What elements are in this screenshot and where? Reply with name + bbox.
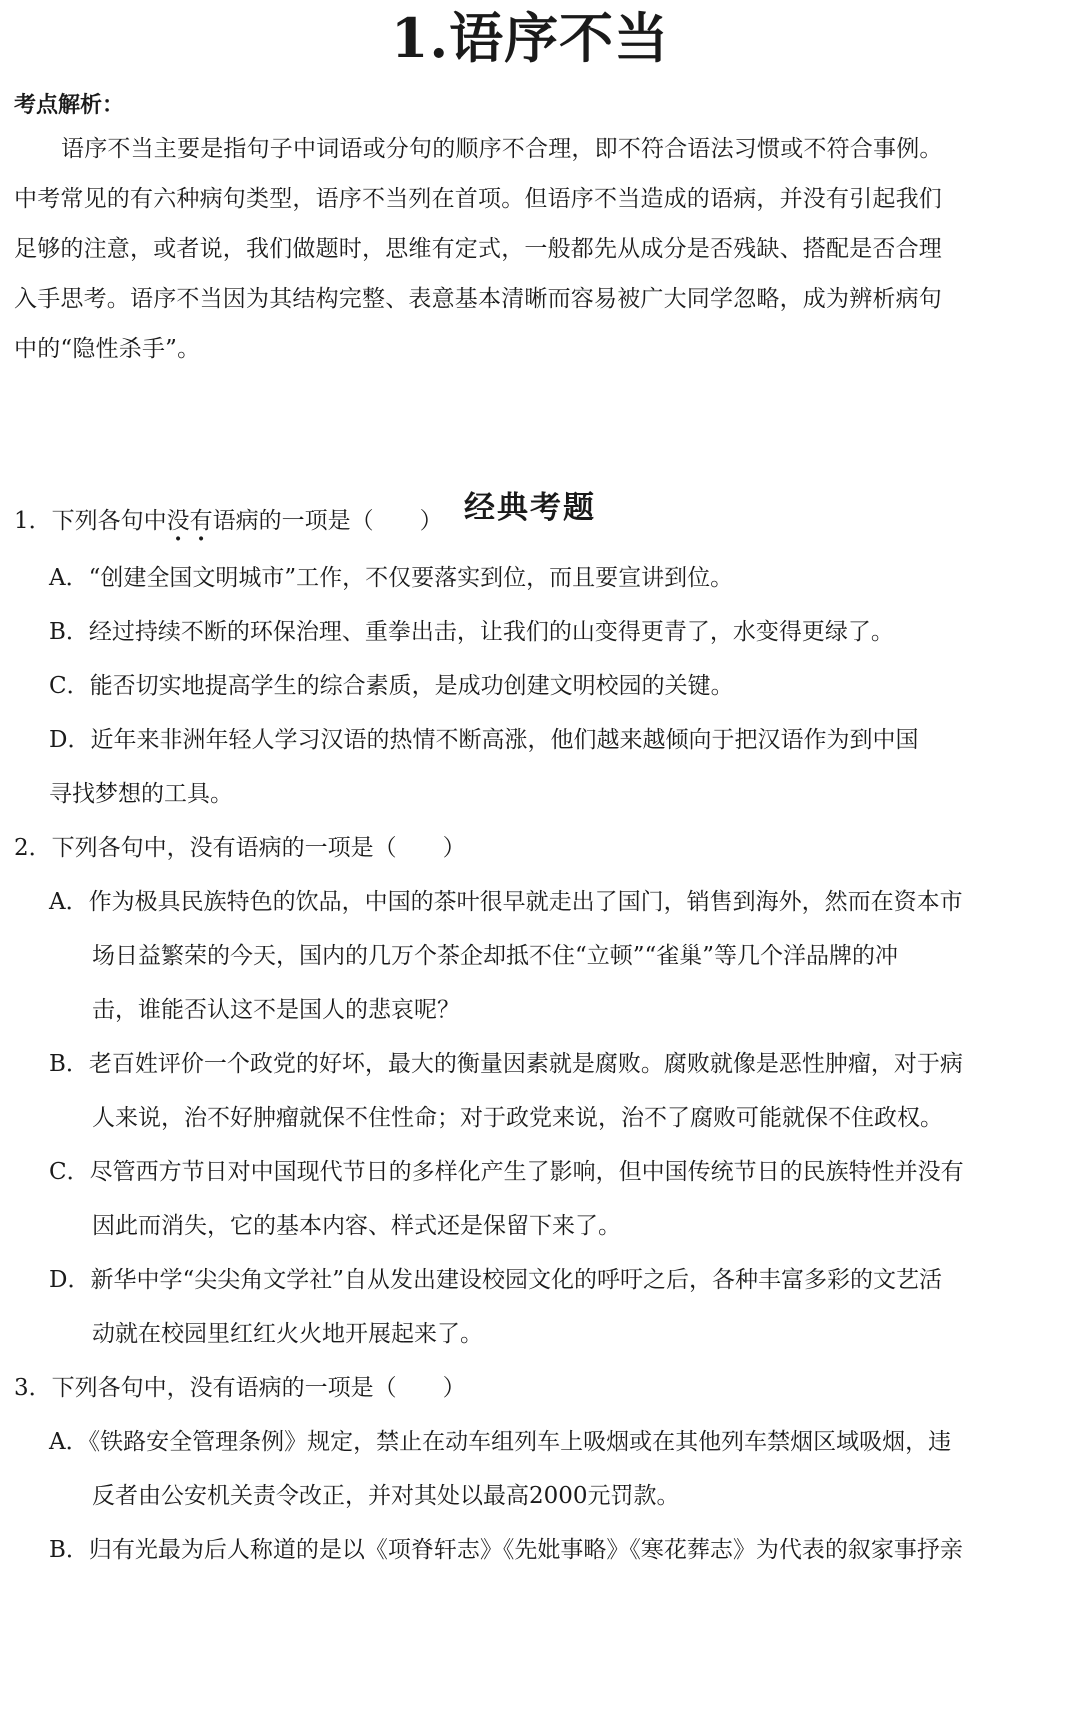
section-title: 经典考题 xyxy=(464,490,596,526)
stem-text: 1．下列各句中 xyxy=(14,508,167,534)
option-c: C．能否切实地提高学生的综合素质，是成功创建文明校园的关键。 xyxy=(49,673,734,699)
option-d: D．新华中学“尖尖角文学社”自从发出建设校园文化的呼吁之后，各种丰富多彩的文艺活 xyxy=(49,1267,942,1293)
option-a: A．“创建全国文明城市”工作，不仅要落实到位，而且要宣讲到位。 xyxy=(49,565,734,591)
option-b-continued: 人来说，治不好肿瘤就保不住性命；对于政党来说，治不了腐败可能就保不住政权。 xyxy=(92,1105,943,1131)
emphasis-char: 没 xyxy=(166,508,190,534)
option-a: A．作为极具民族特色的饮品，中国的茶叶很早就走出了国门，销售到海外，然而在资本市 xyxy=(49,889,963,915)
option-b: B．经过持续不断的环保治理、重拳出击，让我们的山变得更青了，水变得更绿了。 xyxy=(49,619,894,645)
emphasis-char: 有 xyxy=(189,508,213,534)
option-a-continued: 击，谁能否认这不是国人的悲哀呢？ xyxy=(92,997,460,1023)
option-b: B．归有光最为后人称道的是以《项脊轩志》《先妣事略》《寒花葬志》为代表的叙家事抒亲 xyxy=(49,1537,963,1563)
analysis-line: 语序不当主要是指句子中词语或分句的顺序不合理，即不符合语法习惯或不符合事例。 xyxy=(61,136,943,162)
option-a: A．《铁路安全管理条例》规定，禁止在动车组列车上吸烟或在其他列车禁烟区域吸烟，违 xyxy=(49,1429,952,1455)
option-c-continued: 因此而消失，它的基本内容、样式还是保留下来了。 xyxy=(92,1213,621,1239)
option-d: D．近年来非洲年轻人学习汉语的热情不断高涨，他们越来越倾向于把汉语作为到中国 xyxy=(49,727,919,753)
option-d-continued: 动就在校园里红红火火地开展起来了。 xyxy=(92,1321,483,1347)
option-b: B．老百姓评价一个政党的好坏，最大的衡量因素就是腐败。腐败就像是恶性肿瘤，对于病 xyxy=(49,1051,963,1077)
option-c: C．尽管西方节日对中国现代节日的多样化产生了影响，但中国传统节日的民族特性并没有 xyxy=(49,1159,964,1185)
question-stem xyxy=(14,506,443,536)
question-stem: 2．下列各句中，没有语病的一项是（ ） xyxy=(14,835,466,861)
analysis-line: 中的“隐性杀手”。 xyxy=(14,336,201,362)
analysis-line: 入手思考。语序不当因为其结构完整、表意基本清晰而容易被广大同学忽略，成为辨析病句 xyxy=(14,286,942,312)
page-title: 1.语序不当 xyxy=(390,6,670,70)
analysis-line: 足够的注意，或者说，我们做题时，思维有定式，一般都先从成分是否残缺、搭配是否合理 xyxy=(14,236,942,262)
option-a-continued: 场日益繁荣的今天，国内的几万个茶企却抵不住“立顿”“雀巢”等几个洋品牌的冲 xyxy=(92,943,899,969)
analysis-line: 中考常见的有六种病句类型，语序不当列在首项。但语序不当造成的语病，并没有引起我们 xyxy=(14,186,942,212)
analysis-label: 考点解析： xyxy=(14,92,125,118)
question-stem: 3．下列各句中，没有语病的一项是（ ） xyxy=(14,1375,466,1401)
option-d-continued: 寻找梦想的工具。 xyxy=(49,781,233,807)
stem-text: 语病的一项是（ ） xyxy=(212,508,443,534)
option-a-continued: 反者由公安机关责令改正，并对其处以最高2000元罚款。 xyxy=(92,1483,680,1509)
